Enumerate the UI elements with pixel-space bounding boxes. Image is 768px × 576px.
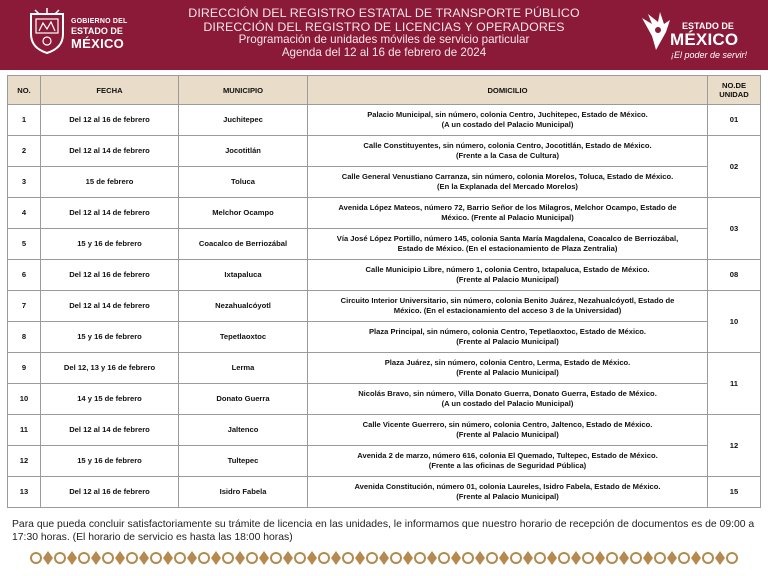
ornament-ring xyxy=(607,553,617,563)
document-title xyxy=(170,7,598,59)
ornament-ring xyxy=(535,553,545,563)
logo-right-line1: ESTADO DE xyxy=(682,21,734,31)
ornament-ring xyxy=(295,553,305,563)
row-domicilio xyxy=(308,167,708,198)
ornament-diamond xyxy=(139,551,149,565)
table-row xyxy=(8,353,761,384)
table-header-row xyxy=(8,76,761,105)
row-number: 2 xyxy=(8,136,41,167)
row-domicilio xyxy=(308,322,708,353)
ornament-ring xyxy=(559,553,569,563)
ornament-ring xyxy=(343,553,353,563)
domicilio-line-2: (En la Explanada del Mercado Morelos) xyxy=(437,182,578,191)
domicilio-line-1: Calle Municipio Libre, número 1, colonia Centro, Ixtapaluca, Estado de México. xyxy=(365,265,650,274)
ornament-ring xyxy=(727,553,737,563)
ornament-diamond xyxy=(211,551,221,565)
ornament-ring xyxy=(679,553,689,563)
ornament-diamond xyxy=(331,551,341,565)
ornament-diamond xyxy=(163,551,173,565)
domicilio-line-1: Plaza Juárez, sin número, colonia Centro, Lerma, Estado de México. xyxy=(384,358,631,367)
logo-left-line2: ESTADO DE xyxy=(71,26,123,36)
row-number: 10 xyxy=(8,384,41,415)
ornament-diamond xyxy=(355,551,365,565)
ornament-diamond xyxy=(187,551,197,565)
row-fecha: 14 y 15 de febrero xyxy=(41,384,179,415)
row-fecha: 15 y 16 de febrero xyxy=(41,229,179,260)
ornament-diamond xyxy=(259,551,269,565)
ornament-ring xyxy=(439,553,449,563)
domicilio-line-1: Calle Constituyentes, sin número, colonia Centro, Jocotitlán, Estado de México. xyxy=(363,141,652,150)
ornament-diamond xyxy=(595,551,605,565)
ornament-diamond xyxy=(451,551,461,565)
row-fecha: Del 12 al 16 de febrero xyxy=(41,105,179,136)
ornament-diamond xyxy=(499,551,509,565)
header-unidad: NO.DE UNIDAD xyxy=(708,76,761,105)
row-number: 9 xyxy=(8,353,41,384)
ornament-diamond xyxy=(643,551,653,565)
ornament-diamond xyxy=(691,551,701,565)
row-municipio: Isidro Fabela xyxy=(179,477,308,508)
row-fecha: Del 12 al 14 de febrero xyxy=(41,136,179,167)
domicilio-line-1: Avenida 2 de marzo, número 616, colonia El Quemado, Tultepec, Estado de México. xyxy=(357,451,658,460)
table-row xyxy=(8,446,761,477)
row-domicilio xyxy=(308,477,708,508)
row-municipio: Coacalco de Berriozábal xyxy=(179,229,308,260)
ornament-diamond xyxy=(283,551,293,565)
title-line-1: DIRECCIÓN DEL REGISTRO ESTATAL DE TRANSPORTE PÚBLICO xyxy=(188,6,580,20)
logo-left-line1: GOBIERNO DEL xyxy=(71,18,128,25)
ornament-ring xyxy=(415,553,425,563)
ornament-diamond xyxy=(379,551,389,565)
domicilio-line-1: Circuito Interior Universitario, sin número, colonia Benito Juárez, Nezahualcóyotl, Estado de xyxy=(340,296,675,305)
ornament-ring xyxy=(31,553,41,563)
row-unidad: 08 xyxy=(708,260,761,291)
ornament-ring xyxy=(583,553,593,563)
header-domicilio: DOMICILIO xyxy=(308,76,708,105)
row-municipio: Jaltenco xyxy=(179,415,308,446)
row-municipio: Ixtapaluca xyxy=(179,260,308,291)
logo-right-line2: MÉXICO xyxy=(670,30,739,49)
row-municipio: Jocotitlán xyxy=(179,136,308,167)
ornament-ring xyxy=(103,553,113,563)
table-row xyxy=(8,384,761,415)
ornament-diamond xyxy=(571,551,581,565)
row-number: 4 xyxy=(8,198,41,229)
table-row xyxy=(8,415,761,446)
header-no: NO. xyxy=(8,76,41,105)
ornament-diamond xyxy=(67,551,77,565)
row-number: 7 xyxy=(8,291,41,322)
gobierno-logo xyxy=(27,8,135,56)
row-number: 12 xyxy=(8,446,41,477)
row-municipio: Toluca xyxy=(179,167,308,198)
row-municipio: Donato Guerra xyxy=(179,384,308,415)
ornament-diamond xyxy=(115,551,125,565)
ornament-diamond xyxy=(715,551,725,565)
domicilio-line-1: Nicolás Bravo, sin número, Villa Donato Guerra, Donato Guerra, Estado de México. xyxy=(358,389,657,398)
row-fecha: Del 12 al 14 de febrero xyxy=(41,415,179,446)
ornament-ring xyxy=(247,553,257,563)
ornament-diamond xyxy=(667,551,677,565)
subtitle-line-2: Agenda del 12 al 16 de febrero de 2024 xyxy=(281,45,487,59)
header-band xyxy=(0,0,768,70)
ornament-ring xyxy=(319,553,329,563)
domicilio-line-2: Estado de México. (En el estacionamiento de Plaza Zentralia) xyxy=(397,244,618,253)
row-number: 5 xyxy=(8,229,41,260)
ornament-ring xyxy=(151,553,161,563)
table-row xyxy=(8,198,761,229)
domicilio-line-2: (Frente al Palacio Municipal) xyxy=(456,368,559,377)
row-fecha: 15 y 16 de febrero xyxy=(41,446,179,477)
ornament-ring xyxy=(175,553,185,563)
row-unidad: 12 xyxy=(708,415,761,477)
row-domicilio xyxy=(308,105,708,136)
ornament-ring xyxy=(199,553,209,563)
domicilio-line-1: Avenida Constitución, número 01, colonia Laureles, Isidro Fabela, Estado de México. xyxy=(354,482,661,491)
ornament-diamond xyxy=(475,551,485,565)
header-municipio: MUNICIPIO xyxy=(179,76,308,105)
row-unidad: 01 xyxy=(708,105,761,136)
domicilio-line-2: (Frente a las oficinas de Seguridad Pública) xyxy=(428,461,587,470)
ornament-diamond xyxy=(43,551,53,565)
ornament-diamond xyxy=(547,551,557,565)
row-number: 1 xyxy=(8,105,41,136)
row-domicilio xyxy=(308,291,708,322)
row-municipio: Lerma xyxy=(179,353,308,384)
title-line-2: DIRECCIÓN DEL REGISTRO DE LICENCIAS Y OPERADORES xyxy=(203,19,565,34)
table-row xyxy=(8,291,761,322)
ornament-ring xyxy=(391,553,401,563)
ornament-diamond xyxy=(403,551,413,565)
domicilio-line-2: (A un costado del Palacio Municipal) xyxy=(441,399,574,408)
domicilio-line-1: Avenida López Mateos, número 72, Barrio Señor de los Milagros, Melchor Ocampo, Estado de xyxy=(338,203,677,212)
row-fecha: Del 12 al 14 de febrero xyxy=(41,198,179,229)
domicilio-line-2: (A un costado del Palacio Municipal) xyxy=(441,120,574,129)
row-number: 13 xyxy=(8,477,41,508)
domicilio-line-1: Plaza Principal, sin número, colonia Centro, Tepetlaoxtoc, Estado de México. xyxy=(368,327,647,336)
domicilio-line-2: México. (En el estacionamiento del acceso 3 de la Universidad) xyxy=(393,306,622,315)
decorative-border xyxy=(30,548,738,568)
domicilio-line-2: (Frente al Palacio Municipal) xyxy=(456,430,559,439)
ornament-diamond xyxy=(427,551,437,565)
row-fecha: Del 12, 13 y 16 de febrero xyxy=(41,353,179,384)
table-row xyxy=(8,167,761,198)
row-number: 3 xyxy=(8,167,41,198)
row-domicilio xyxy=(308,446,708,477)
ornament-ring xyxy=(271,553,281,563)
row-municipio: Melchor Ocampo xyxy=(179,198,308,229)
row-number: 6 xyxy=(8,260,41,291)
ornament-ring xyxy=(223,553,233,563)
ornament-ring xyxy=(631,553,641,563)
ornament-diamond xyxy=(307,551,317,565)
ornament-diamond xyxy=(619,551,629,565)
domicilio-line-2: (Frente a la Casa de Cultura) xyxy=(456,151,559,160)
ornament-diamond xyxy=(523,551,533,565)
domicilio-line-2: (Frente al Palacio Municipal) xyxy=(456,492,559,501)
ornament-ring xyxy=(463,553,473,563)
row-domicilio xyxy=(308,415,708,446)
row-domicilio xyxy=(308,136,708,167)
ornament-ring xyxy=(127,553,137,563)
domicilio-line-2: (Frente al Palacio Municipal) xyxy=(456,275,559,284)
domicilio-line-1: Calle Vicente Guerrero, sin número, colonia Centro, Jaltenco, Estado de México. xyxy=(362,420,653,429)
row-number: 11 xyxy=(8,415,41,446)
row-municipio: Tultepec xyxy=(179,446,308,477)
ornament-diamond xyxy=(91,551,101,565)
row-unidad: 03 xyxy=(708,198,761,260)
subtitle-line-1: Programación de unidades móviles de servicio particular xyxy=(238,33,530,46)
row-unidad: 10 xyxy=(708,291,761,353)
row-domicilio xyxy=(308,229,708,260)
row-domicilio xyxy=(308,260,708,291)
ornament-ring xyxy=(655,553,665,563)
row-fecha: Del 12 al 14 de febrero xyxy=(41,291,179,322)
logo-right-slogan: ¡El poder de servir! xyxy=(671,50,748,60)
header-fecha: FECHA xyxy=(41,76,179,105)
row-fecha: Del 12 al 16 de febrero xyxy=(41,260,179,291)
ornament-ring xyxy=(703,553,713,563)
ornament-ring xyxy=(511,553,521,563)
bird-icon xyxy=(638,10,674,54)
ornament-ring xyxy=(55,553,65,563)
ornament-diamond xyxy=(235,551,245,565)
row-fecha: 15 y 16 de febrero xyxy=(41,322,179,353)
row-domicilio xyxy=(308,198,708,229)
row-domicilio xyxy=(308,384,708,415)
row-domicilio xyxy=(308,353,708,384)
row-unidad: 02 xyxy=(708,136,761,198)
estado-logo xyxy=(638,10,763,64)
schedule-table xyxy=(7,75,761,508)
logo-left-line3: MÉXICO xyxy=(71,36,125,51)
table-row xyxy=(8,477,761,508)
row-fecha: Del 12 al 16 de febrero xyxy=(41,477,179,508)
row-number: 8 xyxy=(8,322,41,353)
ornament-ring xyxy=(367,553,377,563)
ornament-ring xyxy=(79,553,89,563)
row-municipio: Juchitepec xyxy=(179,105,308,136)
row-unidad: 15 xyxy=(708,477,761,508)
row-municipio: Nezahualcóyotl xyxy=(179,291,308,322)
domicilio-line-2: México. (Frente al Palacio Municipal) xyxy=(441,213,574,222)
ornament-ring xyxy=(487,553,497,563)
row-municipio: Tepetlaoxtoc xyxy=(179,322,308,353)
domicilio-line-1: Calle General Venustiano Carranza, sin número, colonia Morelos, Toluca, Estado de México. xyxy=(341,172,674,181)
table-row xyxy=(8,105,761,136)
domicilio-line-1: Vía José López Portillo, número 145, colonia Santa María Magdalena, Coacalco de Berriozábal, xyxy=(336,234,679,243)
table-row xyxy=(8,229,761,260)
domicilio-line-2: (Frente al Palacio Municipal) xyxy=(456,337,559,346)
table-row xyxy=(8,136,761,167)
domicilio-line-1: Palacio Municipal, sin número, colonia Centro, Juchitepec, Estado de México. xyxy=(367,110,648,119)
row-unidad: 11 xyxy=(708,353,761,415)
row-fecha: 15 de febrero xyxy=(41,167,179,198)
table-row xyxy=(8,260,761,291)
table-row xyxy=(8,322,761,353)
footnote: Para que pueda concluir satisfactoriamente su trámite de licencia en las unidades, le informamos que nuestro horario de recepción de documentos es de 09:00 a 17:30 horas. (El horario de servicio es hasta las 18:00 horas) xyxy=(12,519,755,543)
coat-of-arms-icon xyxy=(27,8,67,54)
